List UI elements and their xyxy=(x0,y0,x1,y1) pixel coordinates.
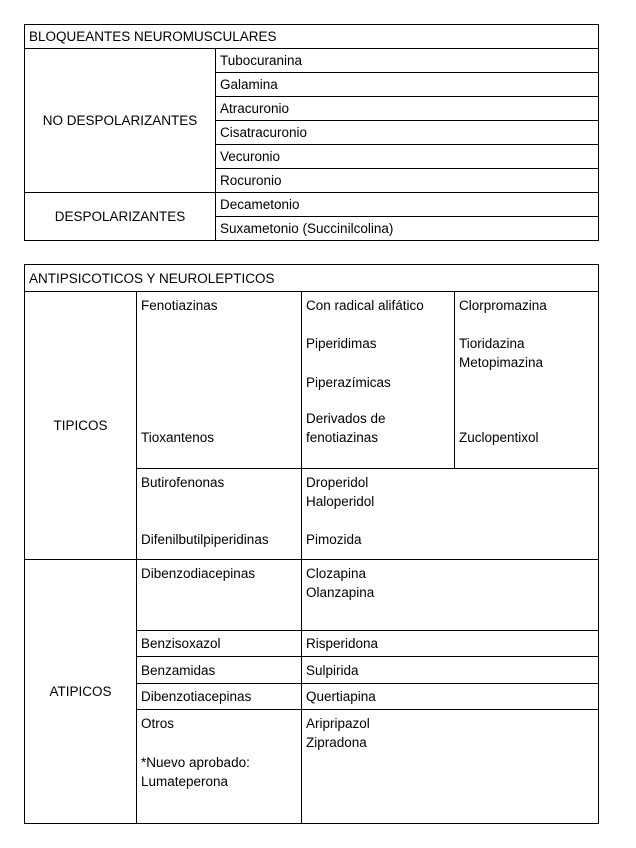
drug-cell: Risperidona xyxy=(302,631,599,657)
group-label: DESPOLARIZANTES xyxy=(25,193,216,241)
drug-cell: Clozapina Olanzapina xyxy=(302,560,599,631)
drug-cell: Vecuronio xyxy=(216,145,599,169)
family-cell xyxy=(137,710,302,824)
family-cell: Benzisoxazol xyxy=(137,631,302,657)
drug-cell: Rocuronio xyxy=(216,169,599,193)
drug-cell: Aripripazol Zipradona xyxy=(302,710,599,824)
family-label: Otros xyxy=(141,716,175,731)
group-label: TIPICOS xyxy=(25,292,137,560)
drug-cell: Tubocuranina xyxy=(216,49,599,73)
drug-name: Droperidol Haloperidol xyxy=(306,475,375,509)
subgroup-label: Piperidimas xyxy=(306,336,377,351)
antipsychotics-table xyxy=(24,264,599,824)
neuromuscular-blockers-table xyxy=(24,24,599,241)
family-label: Tioxantenos xyxy=(141,430,215,445)
family-label: Fenotiazinas xyxy=(141,298,218,313)
drug-cell: Galamina xyxy=(216,73,599,97)
group-label: ATIPICOS xyxy=(25,560,137,824)
group-label: NO DESPOLARIZANTES xyxy=(25,49,216,193)
drug-cell: Decametonio xyxy=(216,193,599,217)
drug-cell: Quertiapina xyxy=(302,684,599,710)
family-cell: Dibenzodiacepinas xyxy=(137,560,302,631)
family-cell xyxy=(137,469,302,560)
subgroup-cell xyxy=(302,292,455,469)
drug-cell: Cisatracuronio xyxy=(216,121,599,145)
table-title: BLOQUEANTES NEUROMUSCULARES xyxy=(25,25,599,49)
family-cell xyxy=(137,292,302,469)
drug-cell: Atracuronio xyxy=(216,97,599,121)
drug-cell: Sulpirida xyxy=(302,657,599,684)
drug-name: Tioridazina Metopimazina xyxy=(459,336,544,370)
drug-name: Clorpromazina xyxy=(459,298,547,313)
subgroup-label: Derivados de fenotiazinas xyxy=(306,411,386,445)
family-label: Butirofenonas xyxy=(141,475,225,490)
note-text: *Nuevo aprobado: Lumateperona xyxy=(141,755,250,789)
subgroup-label: Piperazímicas xyxy=(306,375,391,390)
example-cell xyxy=(455,292,599,469)
family-cell: Benzamidas xyxy=(137,657,302,684)
subgroup-label: Con radical alifático xyxy=(306,298,424,313)
drug-name: Zuclopentixol xyxy=(459,430,539,445)
family-cell: Dibenzotiacepinas xyxy=(137,684,302,710)
family-label: Difenilbutilpiperidinas xyxy=(141,532,269,547)
table-title: ANTIPSICOTICOS Y NEUROLEPTICOS xyxy=(25,265,599,292)
drug-name: Pimozida xyxy=(306,532,362,547)
drug-cell xyxy=(302,469,599,560)
drug-cell: Suxametonio (Succinilcolina) xyxy=(216,217,599,241)
